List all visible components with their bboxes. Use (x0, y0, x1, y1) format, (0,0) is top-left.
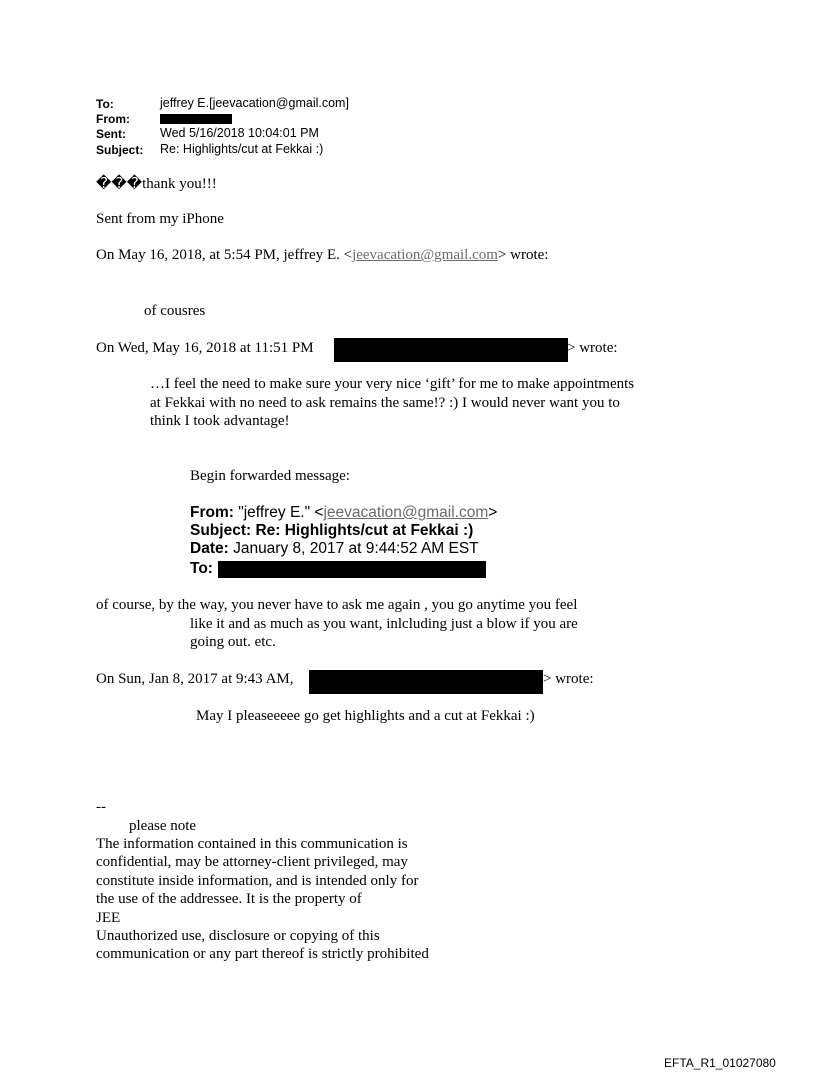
to-value: jeffrey E.[jeevacation@gmail.com] (160, 96, 349, 110)
reply-2-line-3: going out. etc. (190, 634, 276, 650)
forwarded-from-name: "jeffrey E." < (233, 504, 324, 521)
forwarded-from-email-link[interactable]: jeevacation@gmail.com (323, 504, 489, 521)
quote-2-suffix: > wrote: (567, 340, 618, 356)
document-id: EFTA_R1_01027080 (664, 1056, 776, 1070)
forwarded-date-value: January 8, 2017 at 9:44:52 AM EST (228, 540, 479, 557)
signature-line-2: confidential, may be attorney-client privileged, may (96, 854, 408, 870)
quote-1-email-link[interactable]: jeevacation@gmail.com (352, 247, 498, 263)
reply-1: of cousres (144, 303, 206, 319)
quote-1-prefix: On May 16, 2018, at 5:54 PM, jeffrey E. < (96, 247, 353, 263)
from-label: From: (96, 112, 130, 126)
subject-value: Re: Highlights/cut at Fekkai :) (160, 142, 324, 156)
message-line-1: …I feel the need to make sure your very nice ‘gift’ for me to make appointments (150, 376, 635, 392)
forwarded-date-line (190, 540, 479, 558)
signature-dashes: -- (96, 799, 106, 815)
reply-2-line-1: of course, by the way, you never have to ask me again , you go anytime you feel (96, 597, 578, 613)
sent-label: Sent: (96, 127, 126, 141)
signature-please-note: please note (129, 818, 197, 834)
thanks-line: ���thank you!!! (96, 176, 217, 192)
message-line-2: at Fekkai with no need to ask remains the same!? :) I would never want you to (150, 395, 620, 411)
to-label: To: (96, 97, 114, 111)
forwarded-intro: Begin forwarded message: (190, 468, 350, 484)
redacted-from (160, 114, 232, 124)
subject-label: Subject: (96, 143, 144, 157)
quote-2-prefix: On Wed, May 16, 2018 at 11:51 PM (96, 340, 314, 356)
forwarded-to-label: To: (190, 560, 213, 577)
forwarded-from-label: From: (190, 504, 234, 521)
forwarded-date-label: Date: (190, 540, 229, 557)
signature-line-1: The information contained in this communication is (96, 836, 408, 852)
reply-2-line-2: like it and as much as you want, inlcluding just a blow if you are (190, 616, 578, 632)
quote-3-prefix: On Sun, Jan 8, 2017 at 9:43 AM, (96, 671, 294, 687)
signature-line-5: JEE (96, 910, 121, 926)
forwarded-from-line (190, 504, 497, 522)
redacted-sender-3 (309, 670, 543, 694)
quote-1-suffix: > wrote: (497, 247, 549, 263)
forwarded-subject: Subject: Re: Highlights/cut at Fekkai :) (190, 522, 474, 539)
message-line-3: think I took advantage! (150, 413, 290, 429)
signature-line-7: communication or any part thereof is strictly prohibited (96, 946, 429, 962)
sent-value: Wed 5/16/2018 10:04:01 PM (160, 126, 319, 140)
signature-line-3: constitute inside information, and is intended only for (96, 873, 419, 889)
sent-from-line: Sent from my iPhone (96, 211, 224, 227)
request-line: May I pleaseeeee go get highlights and a cut at Fekkai :) (196, 708, 535, 724)
quote-3-suffix: > wrote: (543, 671, 594, 687)
redacted-forwarded-to (218, 561, 486, 578)
forwarded-from-close: > (488, 504, 498, 521)
quote-header-1 (96, 247, 548, 264)
signature-line-4: the use of the addressee. It is the property of (96, 891, 362, 907)
signature-line-6: Unauthorized use, disclosure or copying of this (96, 928, 380, 944)
redacted-sender-2 (334, 338, 568, 362)
